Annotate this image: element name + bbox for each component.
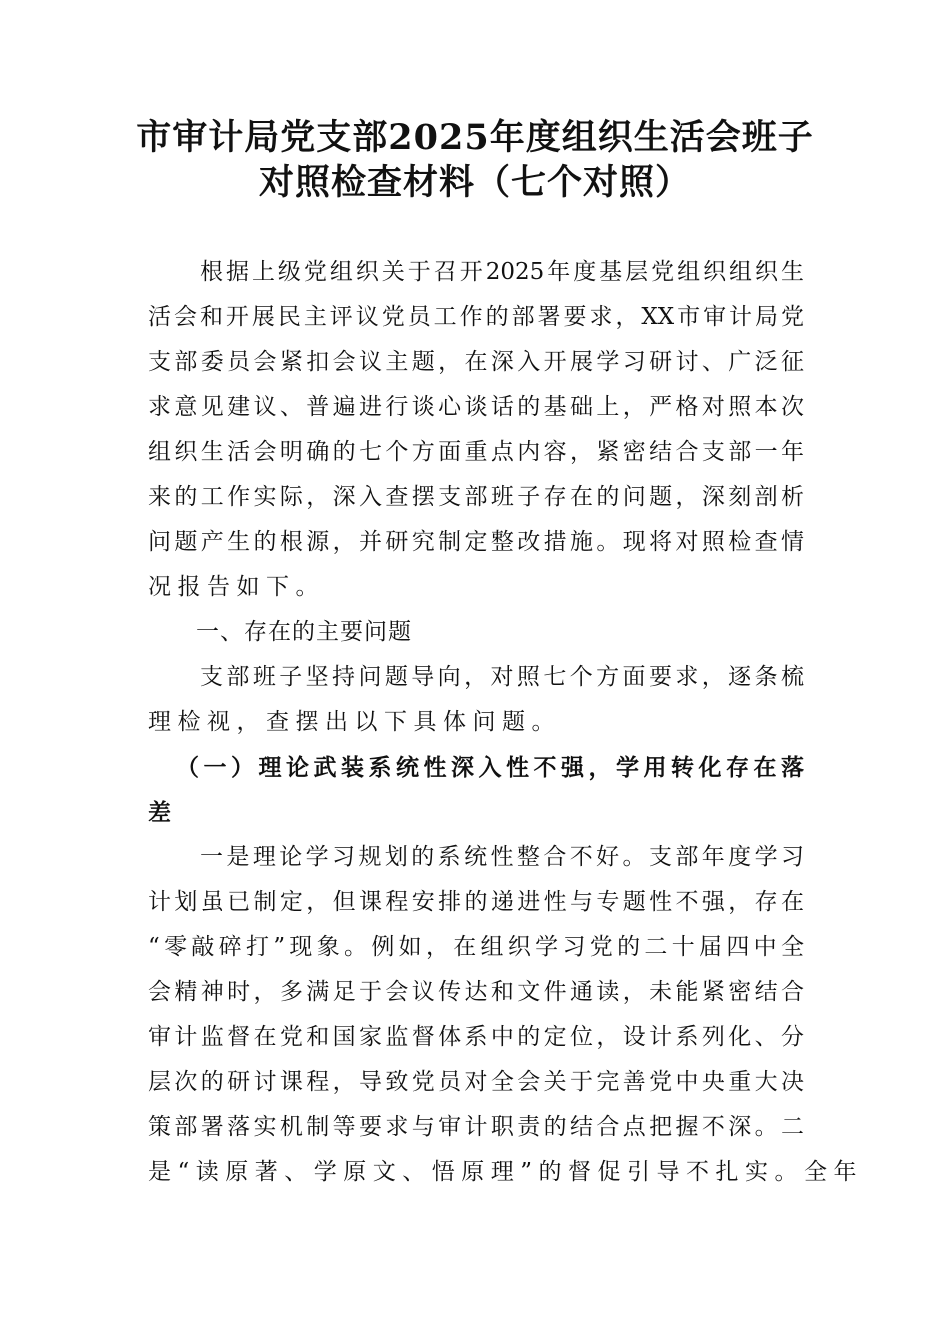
text-line: 支部委员会紧扣会议主题，在深入开展学习研讨、广泛征 (148, 349, 804, 375)
text-line: 来的工作实际，深入查摆支部班子存在的问题，深刻剖析 (148, 484, 804, 510)
text-line: 计划虽已制定，但课程安排的递进性与专题性不强，存在 (148, 889, 804, 915)
document-title-line-1: 市审计局党支部2025年度组织生活会班子 (136, 117, 814, 158)
text-line: 层次的研讨课程，导致党员对全会关于完善党中央重大决 (148, 1069, 804, 1095)
text-line: 审计监督在党和国家监督体系中的定位，设计系列化、分 (148, 1024, 804, 1050)
document-body (148, 250, 864, 1195)
text-line: 求意见建议、普遍进行谈心谈话的基础上，严格对照本次 (148, 394, 804, 420)
section-heading (148, 610, 804, 655)
text-line: 会精神时，多满足于会议传达和文件通读，未能紧密结合 (148, 979, 804, 1005)
text-line: “零敲碎打”现象。例如，在组织学习党的二十届四中全 (148, 934, 804, 960)
text-line: 差 (148, 799, 178, 826)
text-line: 况报告如下。 (148, 574, 325, 600)
paragraph (148, 250, 804, 610)
text-line: 组织生活会明确的七个方面重点内容，紧密结合支部一年 (148, 439, 804, 465)
paragraph (148, 835, 864, 1195)
document-title-line-2: 对照检查材料（七个对照） (258, 162, 691, 203)
paragraph (148, 655, 804, 745)
text-line: （一）理论武装系统性深入性不强，学用转化存在落 (176, 754, 804, 781)
text-line: 支部班子坚持问题导向，对照七个方面要求，逐条梳 (200, 664, 804, 690)
text-line: 是“读原著、学原文、悟原理”的督促引导不扎实。全年 (148, 1159, 864, 1185)
text-line: 一是理论学习规划的系统性整合不好。支部年度学习 (200, 844, 804, 870)
text-line: 理检视，查摆出以下具体问题。 (148, 709, 561, 735)
text-line: 根据上级党组织关于召开2025年度基层党组织组织生 (200, 259, 804, 285)
subsection-heading (148, 745, 804, 835)
text-line: 活会和开展民主评议党员工作的部署要求，XX市审计局党 (148, 304, 804, 330)
text-line: 策部署落实机制等要求与审计职责的结合点把握不深。二 (148, 1114, 804, 1140)
text-line: 一、存在的主要问题 (196, 619, 412, 645)
text-line: 问题产生的根源，并研究制定整改措施。现将对照检查情 (148, 529, 804, 555)
